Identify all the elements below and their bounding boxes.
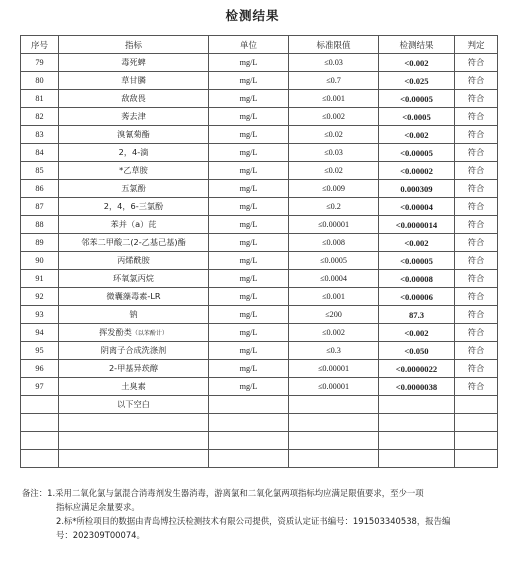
cell-judgement: 符合 bbox=[455, 216, 498, 234]
cell-judgement: 符合 bbox=[455, 72, 498, 90]
cell-empty bbox=[379, 450, 455, 468]
cell-empty bbox=[379, 432, 455, 450]
cell-empty bbox=[59, 432, 209, 450]
cell-limit: ≤0.00001 bbox=[289, 360, 379, 378]
table-row bbox=[21, 342, 498, 360]
cell-result: <0.00005 bbox=[379, 90, 455, 108]
cell-indicator bbox=[59, 270, 209, 288]
table-row bbox=[21, 324, 498, 342]
cell-unit: mg/L bbox=[209, 342, 289, 360]
indicator-name: 2-甲基异莰醇 bbox=[108, 363, 159, 373]
cell-empty bbox=[455, 450, 498, 468]
cell-no: 84 bbox=[21, 144, 59, 162]
cell-indicator bbox=[59, 342, 209, 360]
remark-1-continued: 指标应满足余量要求。 bbox=[56, 502, 140, 512]
cell-no bbox=[21, 396, 59, 414]
cell-judgement: 符合 bbox=[455, 360, 498, 378]
indicator-name: 2，4-滴 bbox=[118, 147, 149, 157]
table-row-blank-note bbox=[21, 396, 498, 414]
cell-unit: mg/L bbox=[209, 198, 289, 216]
table-row bbox=[21, 72, 498, 90]
results-table bbox=[20, 35, 498, 468]
cell-result: <0.0000022 bbox=[379, 360, 455, 378]
cell-result: <0.002 bbox=[379, 234, 455, 252]
cell-limit: ≤0.03 bbox=[289, 144, 379, 162]
cell-result: <0.002 bbox=[379, 324, 455, 342]
table-row bbox=[21, 270, 498, 288]
table-row bbox=[21, 108, 498, 126]
cell-indicator bbox=[59, 54, 209, 72]
blank-note: 以下空白 bbox=[59, 396, 209, 414]
indicator-name: 草甘膦 bbox=[121, 75, 146, 85]
cell-unit: mg/L bbox=[209, 324, 289, 342]
cell-result: <0.025 bbox=[379, 72, 455, 90]
cell-judgement: 符合 bbox=[455, 324, 498, 342]
cell-result: <0.00005 bbox=[379, 252, 455, 270]
cell-judgement: 符合 bbox=[455, 108, 498, 126]
table-row bbox=[21, 234, 498, 252]
remark-line-1 bbox=[22, 486, 492, 500]
table-row bbox=[21, 198, 498, 216]
cell-limit: ≤0.002 bbox=[289, 324, 379, 342]
cell-indicator bbox=[59, 288, 209, 306]
table-row bbox=[21, 90, 498, 108]
indicator-name: 苯并（a）芘 bbox=[110, 219, 157, 229]
indicator-name: 敌敌畏 bbox=[121, 93, 146, 103]
indicator-name: 钠 bbox=[129, 309, 138, 319]
table-row-empty bbox=[21, 450, 498, 468]
indicator-name: 阴离子合成洗涤剂 bbox=[100, 345, 167, 355]
header-result: 检测结果 bbox=[379, 36, 455, 54]
cell-result: 87.3 bbox=[379, 306, 455, 324]
cell-judgement: 符合 bbox=[455, 54, 498, 72]
cell-limit: ≤0.03 bbox=[289, 54, 379, 72]
cell-empty bbox=[209, 414, 289, 432]
cell-empty bbox=[21, 432, 59, 450]
cell-indicator bbox=[59, 90, 209, 108]
cell-judgement: 符合 bbox=[455, 378, 498, 396]
table-row bbox=[21, 288, 498, 306]
cell-result: <0.050 bbox=[379, 342, 455, 360]
cell-empty bbox=[209, 396, 289, 414]
cell-no: 82 bbox=[21, 108, 59, 126]
cell-judgement: 符合 bbox=[455, 144, 498, 162]
cell-empty bbox=[21, 450, 59, 468]
cell-judgement: 符合 bbox=[455, 90, 498, 108]
cell-no: 90 bbox=[21, 252, 59, 270]
cell-unit: mg/L bbox=[209, 180, 289, 198]
cell-indicator bbox=[59, 216, 209, 234]
remark-2: 2.标*所检项目的数据由青岛博拉沃检测技术有限公司提供，资质认定证书编号：191503340538，报告编 bbox=[56, 516, 451, 526]
indicator-name: 环氧氯丙烷 bbox=[113, 273, 154, 283]
cell-indicator bbox=[59, 72, 209, 90]
cell-limit: ≤0.0004 bbox=[289, 270, 379, 288]
table-row bbox=[21, 162, 498, 180]
cell-empty bbox=[289, 432, 379, 450]
cell-empty bbox=[59, 414, 209, 432]
cell-judgement: 符合 bbox=[455, 306, 498, 324]
cell-unit: mg/L bbox=[209, 252, 289, 270]
cell-unit: mg/L bbox=[209, 378, 289, 396]
cell-limit: ≤0.001 bbox=[289, 288, 379, 306]
cell-empty bbox=[289, 414, 379, 432]
cell-empty bbox=[289, 450, 379, 468]
cell-no: 83 bbox=[21, 126, 59, 144]
header-row bbox=[21, 36, 498, 54]
cell-judgement: 符合 bbox=[455, 270, 498, 288]
indicator-name: 土臭素 bbox=[121, 381, 146, 391]
cell-no: 85 bbox=[21, 162, 59, 180]
indicator-name: 溴氰菊酯 bbox=[117, 129, 150, 139]
cell-no: 80 bbox=[21, 72, 59, 90]
cell-limit: ≤0.7 bbox=[289, 72, 379, 90]
table-row bbox=[21, 54, 498, 72]
cell-result: <0.0000014 bbox=[379, 216, 455, 234]
cell-limit: ≤0.00001 bbox=[289, 216, 379, 234]
cell-indicator bbox=[59, 306, 209, 324]
cell-indicator bbox=[59, 378, 209, 396]
cell-limit: ≤0.00001 bbox=[289, 378, 379, 396]
cell-unit: mg/L bbox=[209, 216, 289, 234]
cell-unit: mg/L bbox=[209, 90, 289, 108]
cell-unit: mg/L bbox=[209, 126, 289, 144]
table-row bbox=[21, 144, 498, 162]
cell-no: 89 bbox=[21, 234, 59, 252]
cell-judgement: 符合 bbox=[455, 180, 498, 198]
table-row bbox=[21, 216, 498, 234]
table-row bbox=[21, 126, 498, 144]
cell-judgement: 符合 bbox=[455, 162, 498, 180]
cell-no: 95 bbox=[21, 342, 59, 360]
cell-no: 97 bbox=[21, 378, 59, 396]
indicator-name: *乙草胺 bbox=[119, 165, 148, 175]
cell-no: 81 bbox=[21, 90, 59, 108]
cell-result: <0.0005 bbox=[379, 108, 455, 126]
indicator-name: 挥发酚类 bbox=[99, 327, 132, 337]
cell-no: 94 bbox=[21, 324, 59, 342]
cell-empty bbox=[379, 414, 455, 432]
table-row-empty bbox=[21, 414, 498, 432]
indicator-name: 莠去津 bbox=[121, 111, 146, 121]
cell-unit: mg/L bbox=[209, 360, 289, 378]
cell-result: <0.00002 bbox=[379, 162, 455, 180]
table-row bbox=[21, 306, 498, 324]
cell-result: <0.00005 bbox=[379, 144, 455, 162]
cell-no: 91 bbox=[21, 270, 59, 288]
cell-unit: mg/L bbox=[209, 72, 289, 90]
cell-result: <0.00004 bbox=[379, 198, 455, 216]
cell-no: 93 bbox=[21, 306, 59, 324]
table-row bbox=[21, 360, 498, 378]
cell-empty bbox=[59, 450, 209, 468]
cell-empty bbox=[289, 396, 379, 414]
cell-unit: mg/L bbox=[209, 234, 289, 252]
cell-no: 88 bbox=[21, 216, 59, 234]
cell-indicator bbox=[59, 108, 209, 126]
cell-unit: mg/L bbox=[209, 306, 289, 324]
indicator-name: 五氯酚 bbox=[121, 183, 146, 193]
cell-empty bbox=[455, 396, 498, 414]
cell-empty bbox=[209, 450, 289, 468]
cell-judgement: 符合 bbox=[455, 288, 498, 306]
cell-judgement: 符合 bbox=[455, 252, 498, 270]
cell-limit: ≤0.008 bbox=[289, 234, 379, 252]
cell-no: 86 bbox=[21, 180, 59, 198]
cell-indicator bbox=[59, 180, 209, 198]
cell-indicator bbox=[59, 360, 209, 378]
table-row-empty bbox=[21, 432, 498, 450]
cell-limit: ≤0.02 bbox=[289, 162, 379, 180]
cell-limit: ≤0.001 bbox=[289, 90, 379, 108]
cell-result: <0.0000038 bbox=[379, 378, 455, 396]
results-body bbox=[21, 54, 498, 468]
cell-limit: ≤0.2 bbox=[289, 198, 379, 216]
table-row bbox=[21, 180, 498, 198]
indicator-name: 微囊藻毒素-LR bbox=[106, 291, 161, 301]
cell-indicator bbox=[59, 126, 209, 144]
header-no: 序号 bbox=[21, 36, 59, 54]
indicator-name: 2，4，6-三氯酚 bbox=[103, 201, 164, 211]
cell-no: 79 bbox=[21, 54, 59, 72]
header-limit: 标准限值 bbox=[289, 36, 379, 54]
remark-1: 1.采用二氧化氯与氯混合消毒剂发生器消毒，游离氯和二氧化氯两项指标均应满足限值要求，至少一项 bbox=[47, 488, 424, 498]
cell-unit: mg/L bbox=[209, 162, 289, 180]
cell-indicator bbox=[59, 234, 209, 252]
cell-limit: ≤0.002 bbox=[289, 108, 379, 126]
cell-judgement: 符合 bbox=[455, 198, 498, 216]
table-row bbox=[21, 252, 498, 270]
header-indicator: 指标 bbox=[59, 36, 209, 54]
cell-indicator bbox=[59, 252, 209, 270]
indicator-note: （以苯酚计） bbox=[131, 330, 168, 337]
cell-indicator bbox=[59, 162, 209, 180]
cell-result: <0.002 bbox=[379, 54, 455, 72]
header-unit: 单位 bbox=[209, 36, 289, 54]
cell-judgement: 符合 bbox=[455, 342, 498, 360]
cell-empty bbox=[455, 432, 498, 450]
page-title: 检测结果 bbox=[225, 8, 280, 23]
remark-2-continued: 号：202309T00074。 bbox=[56, 530, 145, 540]
cell-empty bbox=[455, 414, 498, 432]
cell-unit: mg/L bbox=[209, 288, 289, 306]
cell-judgement: 符合 bbox=[455, 234, 498, 252]
cell-limit: ≤0.0005 bbox=[289, 252, 379, 270]
cell-result: 0.000309 bbox=[379, 180, 455, 198]
remarks-label: 备注： bbox=[22, 488, 48, 498]
indicator-name: 邻苯二甲酸二(2-乙基己基)酯 bbox=[81, 237, 186, 247]
cell-no: 92 bbox=[21, 288, 59, 306]
remarks bbox=[22, 486, 492, 542]
cell-no: 96 bbox=[21, 360, 59, 378]
cell-result: <0.00006 bbox=[379, 288, 455, 306]
indicator-name: 丙烯酰胺 bbox=[117, 255, 150, 265]
indicator-name: 毒死蜱 bbox=[121, 57, 146, 67]
cell-empty bbox=[379, 396, 455, 414]
cell-limit: ≤0.3 bbox=[289, 342, 379, 360]
cell-indicator bbox=[59, 198, 209, 216]
cell-result: <0.002 bbox=[379, 126, 455, 144]
cell-empty bbox=[209, 432, 289, 450]
table-row bbox=[21, 378, 498, 396]
cell-result: <0.00008 bbox=[379, 270, 455, 288]
cell-unit: mg/L bbox=[209, 144, 289, 162]
cell-unit: mg/L bbox=[209, 108, 289, 126]
cell-unit: mg/L bbox=[209, 54, 289, 72]
cell-indicator bbox=[59, 144, 209, 162]
cell-no: 87 bbox=[21, 198, 59, 216]
header-judgement: 判定 bbox=[455, 36, 498, 54]
cell-unit: mg/L bbox=[209, 270, 289, 288]
cell-empty bbox=[21, 414, 59, 432]
cell-indicator bbox=[59, 324, 209, 342]
cell-limit: ≤200 bbox=[289, 306, 379, 324]
cell-limit: ≤0.02 bbox=[289, 126, 379, 144]
cell-limit: ≤0.009 bbox=[289, 180, 379, 198]
cell-judgement: 符合 bbox=[455, 126, 498, 144]
